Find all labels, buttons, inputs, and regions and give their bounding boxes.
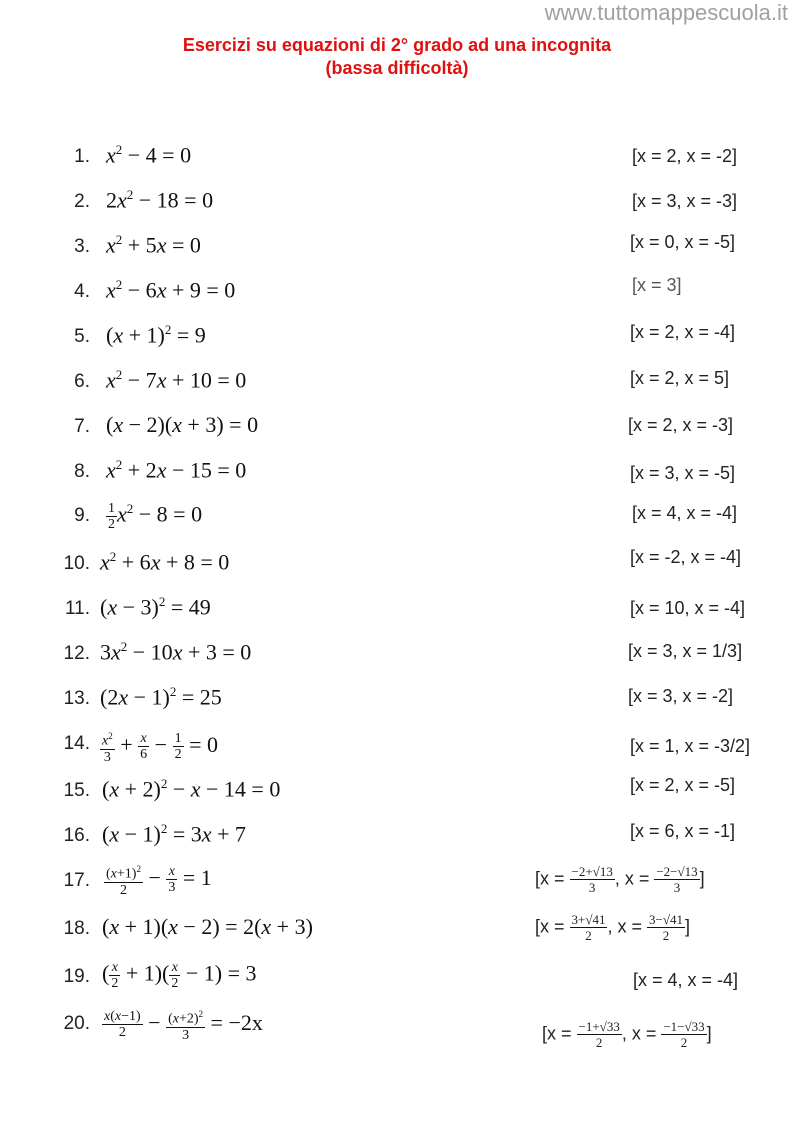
exercise-number: 5. <box>74 326 90 347</box>
equation: $x^2 + 2x - 15 = 0$ <box>106 457 247 483</box>
exercise-number: 19. <box>63 966 90 987</box>
exercise-number: 3. <box>74 236 90 257</box>
exercise-17 <box>0 862 794 902</box>
exercise-19 <box>0 958 794 998</box>
exercise-number: 11. <box>64 598 90 619</box>
exercise-3 <box>0 228 794 268</box>
solution: [x = 2, x = -5] <box>630 775 736 795</box>
exercise-8 <box>0 453 794 493</box>
exercise-6 <box>0 363 794 403</box>
equation: $(x + 2)^2 - x - 14 = 0$ <box>102 776 281 802</box>
solution: [x = 2, x = 5] <box>630 368 730 388</box>
equation: $2x^2 - 18 = 0$ <box>106 187 214 213</box>
equation: ( $\frac{x}{2}$ + 1)( $\frac{x}{2}$ − 1) = 3 <box>102 960 257 991</box>
exercise-10 <box>0 545 794 585</box>
exercise-5 <box>0 318 794 358</box>
equation: $3x^2 - 10x + 3 = 0$ <box>100 639 252 665</box>
exercise-number: 8. <box>74 461 90 482</box>
exercise-number: 4. <box>74 281 90 302</box>
solution: [x = $\frac{-2+√13}{3}$ , x = $\frac{-2-√13}{3}$ ] <box>535 864 705 895</box>
exercise-20 <box>0 1005 794 1050</box>
exercise-1 <box>0 138 794 178</box>
solution: [x = 10, x = -4] <box>630 598 746 618</box>
exercise-number: 9. <box>74 505 90 526</box>
equation: $(2x - 1)^2 = 25$ <box>100 684 222 710</box>
equation: $\frac{1}{2}$ $x^2 - 8 = 0$ <box>108 501 203 532</box>
exercise-9 <box>0 497 794 537</box>
equation: $x^2 + 6x + 8 = 0$ <box>100 549 230 575</box>
exercise-number: 6. <box>74 371 90 392</box>
solution: [x = -2, x = -4] <box>630 547 742 567</box>
equation-rhs: = −2x <box>210 1009 263 1035</box>
equation: (x + 1)(x − 2) = 2(x + 3) <box>102 914 313 939</box>
solution: [x = 2, x = -2] <box>632 146 738 166</box>
solution: [x = 3, x = 1/3] <box>628 641 743 661</box>
exercise-7 <box>0 408 794 448</box>
site-watermark: www.tuttomappescuola.it <box>544 0 788 25</box>
exercise-number: 2. <box>74 191 90 212</box>
equation-rhs: = 0 <box>189 731 218 757</box>
solution: [x = 3, x = -5] <box>630 463 736 483</box>
solution: [x = 3, x = -3] <box>632 191 738 211</box>
equation: $x^2 + 5x = 0$ <box>106 232 201 258</box>
equation: $\frac{(x+1)^2}{2}$ − $\frac{x}{3}$ = 1 <box>106 864 212 898</box>
exercise-number: 20. <box>63 1013 90 1034</box>
exercise-number: 17. <box>63 870 90 891</box>
solution: [x = $\frac{3+√41}{2}$ , x = $\frac{3-√41}{2}$ ] <box>535 912 690 943</box>
equation: $(x - 1)^2 = 3x + 7$ <box>102 821 246 847</box>
title-line-2: (bassa difficoltà) <box>325 58 469 78</box>
solution: [x = 2, x = -4] <box>630 322 736 342</box>
exercise-14 <box>0 725 794 765</box>
solution: [x = 6, x = -1] <box>630 821 736 841</box>
solution: [x = 2, x = -3] <box>628 415 734 435</box>
title-line-1: Esercizi su equazioni di 2° grado ad una incognita <box>182 35 612 55</box>
solution: [x = 1, x = -3/2] <box>630 736 751 756</box>
equation: $\frac{x(x-1)}{2}$ − $\frac{(x+2)^2}{3}$ = −2x <box>104 1009 263 1043</box>
exercise-number: 12. <box>63 643 90 664</box>
exercise-number: 15. <box>63 780 90 801</box>
exercise-number: 16. <box>63 825 90 846</box>
exercise-number: 14. <box>63 733 90 754</box>
exercise-13 <box>0 680 794 720</box>
exercise-2 <box>0 183 794 223</box>
solution: [x = 4, x = -4] <box>633 970 739 990</box>
exercise-number: 1. <box>74 146 90 167</box>
page-title <box>0 34 794 80</box>
equation-rhs: = 1 <box>182 864 212 890</box>
equation: $x^2 - 7x + 10 = 0$ <box>106 367 247 393</box>
equation: $x^2 - 6x + 9 = 0$ <box>106 277 236 303</box>
exercise-number: 7. <box>74 416 90 437</box>
solution: [x = 3] <box>632 275 682 295</box>
solution: [x = 3, x = -2] <box>628 686 734 706</box>
exercise-number: 13. <box>63 688 90 709</box>
equation: $(x + 1)^2 = 9$ <box>106 322 206 348</box>
equation: $(x - 3)^2 = 49$ <box>100 594 211 620</box>
exercise-11 <box>0 590 794 630</box>
exercise-number: 10. <box>63 553 90 574</box>
exercise-15 <box>0 772 794 812</box>
equation: (x − 2)(x + 3) = 0 <box>106 412 259 437</box>
exercise-number: 18. <box>63 918 90 939</box>
solution: [x = 0, x = -5] <box>630 232 736 252</box>
equation: $\frac{x^2}{3}$ + $\frac{x}{6}$ − $\frac{1}{2}$ = 0 <box>102 731 218 765</box>
solution: [x = $\frac{-1+√33}{2}$ , x = $\frac{-1-√33}{2}$ ] <box>542 1019 712 1050</box>
exercise-12 <box>0 635 794 675</box>
equation: $x^2 - 4 = 0$ <box>106 142 192 168</box>
solution: [x = 4, x = -4] <box>632 503 738 523</box>
exercise-4 <box>0 273 794 313</box>
exercise-18 <box>0 910 794 950</box>
exercise-16 <box>0 817 794 857</box>
